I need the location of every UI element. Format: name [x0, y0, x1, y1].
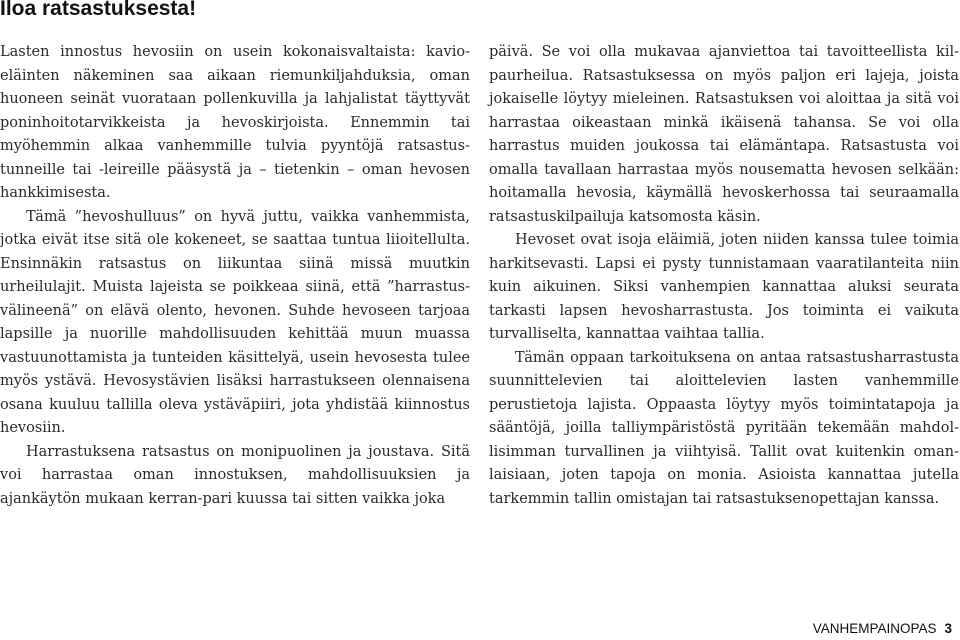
page-footer — [813, 618, 952, 640]
paragraph-hobby-flexibility: Harrastuksena ratsastus on monipuolinen ja joustava. Sitä voi harrastaa oman innostuksen, mahdollisuuksien ja ajankäytön mukaan kerran-pari kuussa tai sitten vaikka joka — [0, 443, 470, 507]
paragraph-horse-enthusiasm: Tämä ”hevoshulluus” on hyvä juttu, vaikka vanhemmista, jotka eivät itse sitä ole kokeneet, se saattaa tuntua liioitellulta. Ensinnäkin ratsastus on liikuntaa siinä missä muutkin urheilulajit. Muista lajeista se poikkeaa siinä, että ”harrastusvälineenä” on elävä olento, hevonen. Suhde hevoseen tarjoaa lapsille ja nuorille mahdollisuuden kehittää muun muassa vastuunottamista ja tunteiden käsittelyä, usein hevosesta tulee myös ystävä. Hevosystävien lisäksi harrastukseen olennaisena osana kuuluu tallilla oleva ystäväpiiri, jota yhdistää kiinnostus hevosiin. — [0, 208, 470, 436]
page-heading: Iloa ratsastuksesta! — [0, 0, 197, 20]
right-text-column — [489, 41, 959, 511]
paragraph-guide-purpose: Tämän oppaan tarkoituksena on antaa ratsastusharrastusta suunnittelevien tai aloittelevien lasten vanhemmille perustietoja lajista. Oppaasta löytyy myös toimintatapoja ja sääntöjä, joilla talliympäristöstä pyritään tekemään mahdollisimman turvallinen ja viihtyisä. Tallit ovat kuitenkin omanlaisiaan, joten tapoja on monia. Asioista kannattaa jutella tarkemmin tallin omistajan tai ratsastuksenopettajan kanssa. — [489, 349, 959, 507]
left-text-column — [0, 41, 470, 511]
paragraph-intro: Lasten innostus hevosiin on usein kokonaisvaltaista: kavioeläinten näkeminen saa aikaan riemunkiljahduksia, oman huoneen seinät vuorataan pollenkuvilla ja lahjalistat täyttyvät poninhoitotarvikkeista ja hevoskirjoista. Ennemmin tai myöhemmin alkaa vanhemmille tulvia pyyntöjä ratsastustunneille tai -leireille pääsystä ja – tietenkin – oman hevosen hankkimisesta. — [0, 44, 470, 201]
publication-name: VANHEMPAINOPAS — [812, 621, 937, 636]
paragraph-safety: Hevoset ovat isoja eläimiä, joten niiden kanssa tulee toimia harkitsevasti. Lapsi ei pysty tunnistamaan vaaratilanteita niin kuin aikuinen. Siksi vanhempien kannattaa aluksi seurata tarkasti lapsen hevosharrastusta. Jos toiminta ei vaikuta turvalliselta, kannattaa vaihtaa tallia. — [489, 232, 959, 342]
paragraph-hobby-continued: päivä. Se voi olla mukavaa ajanviettoa tai tavoitteellista kilpaurheilua. Ratsastuksessa on myös paljon eri lajeja, joista jokaiselle löytyy mieleinen. Ratsastuksen voi aloittaa ja sitä voi harrastaa oikeastaan minkä ikäisenä tahansa. Se voi olla harrastus muiden joukossa tai elämäntapa. Ratsastusta voi omalla tavallaan harrastaa myös nousematta hevosen selkään: hoitamalla hevosia, käymällä hevoskerhossa tai seuraamalla ratsastuskilpailuja katsomosta käsin. — [489, 44, 959, 225]
page-number: 3 — [944, 621, 952, 636]
